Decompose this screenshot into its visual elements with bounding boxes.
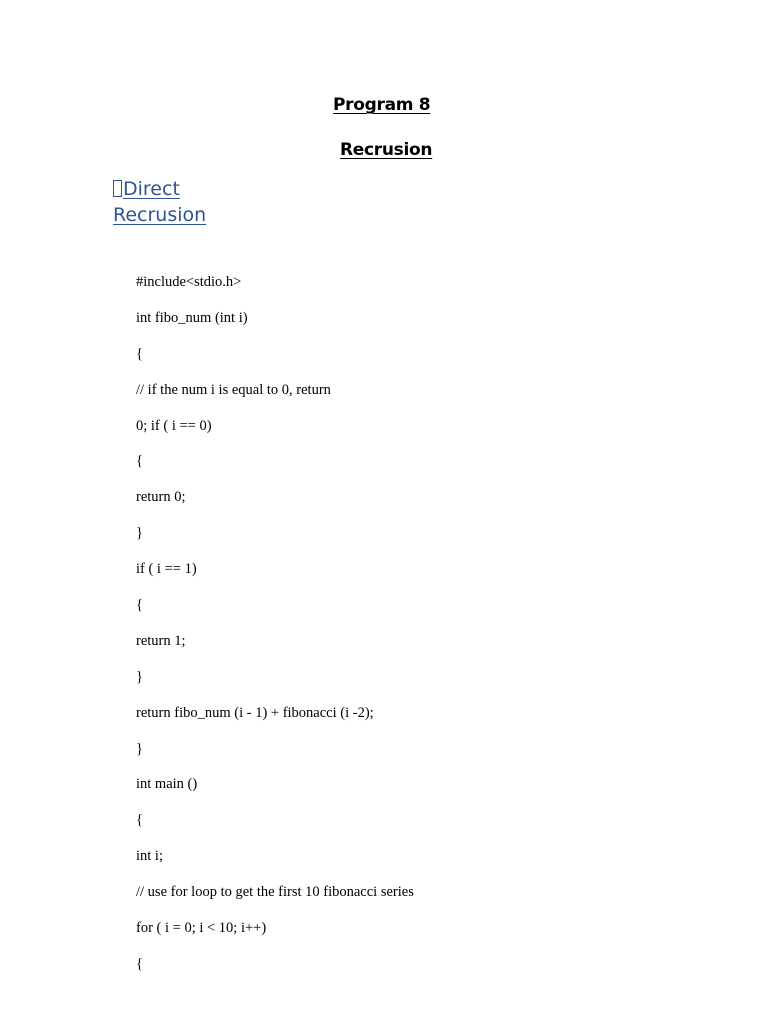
code-line: return 0;	[136, 489, 186, 506]
code-line: #include<stdio.h>	[136, 274, 242, 290]
code-line: }	[136, 525, 143, 542]
code-line: {	[136, 453, 143, 470]
code-line: {	[136, 345, 143, 362]
code-line: }	[136, 740, 143, 757]
code-line: 0; if ( i == 0)	[136, 417, 212, 434]
code-line: int main ()	[136, 776, 198, 793]
page-title: Program 8	[333, 95, 431, 115]
code-line: return fibo_num (i - 1) + fibonacci (i -2);	[136, 704, 374, 721]
code-line: if ( i == 1)	[136, 561, 197, 578]
code-line: }	[136, 668, 143, 685]
code-line: int fibo_num (int i)	[136, 309, 248, 326]
code-line: // if the num i is equal to 0, return	[136, 381, 331, 398]
code-line: int i;	[136, 848, 163, 865]
code-line: {	[136, 812, 143, 829]
code-line: for ( i = 0; i < 10; i++)	[136, 920, 267, 937]
page-subtitle: Recrusion	[340, 140, 433, 160]
section-heading-direct-recursion[interactable]	[113, 176, 223, 228]
code-line: {	[136, 597, 143, 614]
code-block	[136, 272, 414, 990]
code-line: // use for loop to get the first 10 fibonacci series	[136, 884, 414, 901]
code-line: {	[136, 955, 143, 972]
missing-glyph-icon	[113, 180, 122, 197]
code-line: return 1;	[136, 632, 186, 649]
section-heading-text: Direct Recrusion	[113, 178, 207, 226]
